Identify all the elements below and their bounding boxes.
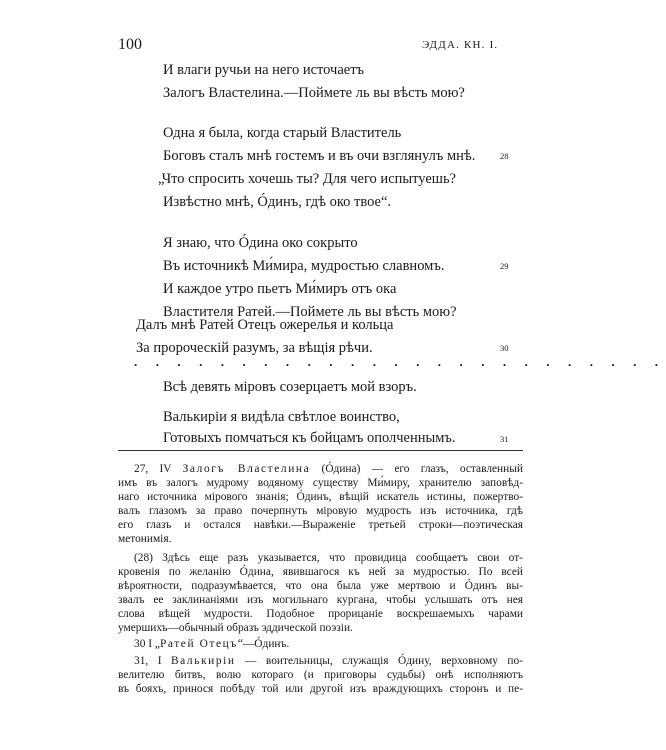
note-28-line: кровенія по желанію Óдина, явившагося къ ней за мудростью. По всей [118, 566, 523, 578]
stanza-number: 30 [500, 343, 509, 353]
note-27-line: имъ въ залогъ мудрому водяному существу Ми́миру, хранителю заповѣд- [118, 477, 523, 489]
ellipsis-row: . . . . . . . . . . . . . . . . . . . . . . . . . [134, 354, 666, 369]
verse-line: Въ источникѣ Ми́мира, мудростью славномъ. [163, 258, 445, 274]
stanza-number: 29 [500, 261, 509, 271]
verse-line: Я знаю, что Óдина око сокрыто [163, 235, 358, 251]
verse-line: Далъ мнѣ Ратей Отецъ ожерелья и кольца [136, 317, 394, 333]
note-27-line: наго источника мірового знанія; Óдинъ, вѣщій искатель истины, пожертво- [118, 491, 523, 503]
note-28-line: звалъ ее заклинаніями изъ могильнаго кургана, чтобы услышать отъ нея [118, 594, 523, 606]
note-31-line: 31, I Валькиріи — воительницы, служащія Óдину, верховному по- [134, 655, 524, 667]
page-number: 100 [118, 36, 142, 53]
note-31-line: велителю битвъ, волю котораго (и приговоры судьбы) онѣ исполняютъ [118, 669, 523, 681]
note-28-line: умершихъ—обычный образъ эддической поэзіи. [118, 622, 353, 634]
stanza-number: 28 [500, 151, 509, 161]
verse-line: Всѣ девять міровъ созерцаетъ мой взоръ. [163, 379, 417, 395]
verse-line: Одна я была, когда старый Властитель [163, 125, 402, 141]
note-27-line: валъ глазомъ за право почерпнуть міровую мудрость изъ источника, гдѣ [118, 505, 523, 517]
note-28-line: (28) Здѣсь еще разъ указывается, что провидица сообщаетъ свои от- [134, 552, 523, 564]
note-31-line: въ бояхъ, принося побѣду той или другой изъ враждующихъ сторонъ и пе- [118, 683, 523, 695]
stanza-number: 31 [500, 434, 509, 444]
verse-line: „Что спросить хочешь ты? Для чего испытуешь? [158, 171, 456, 187]
verse-line: И влаги ручьи на него источаетъ [163, 62, 365, 78]
running-head: ЭДДА. КН. I. [422, 39, 499, 51]
note-28-line: слова вѣщей мудрости. Подобное прорицаніе воскрешаемыхъ чарами [118, 608, 523, 620]
verse-line: Залогъ Властелина.—Поймете ль вы вѣсть мою? [163, 85, 465, 101]
verse-line: И каждое утро пьетъ Ми́миръ отъ ока [163, 281, 397, 297]
note-28-line: вѣроятности, подразумѣвается, что она была уже мертвою и Óдинъ вы- [118, 580, 523, 592]
note-27-line: 27, IV Залогъ Властелина (Óдина) — его глазъ, оставленный [134, 463, 523, 475]
verse-line: Властителя Ратей.—Поймете ль вы вѣсть мою? [163, 304, 457, 320]
verse-line: Извѣстно мнѣ, Óдинъ, гдѣ око твое“. [163, 194, 392, 210]
footnote-rule [118, 450, 523, 451]
note-30-line: 30 I „Ратей Отецъ“—Óдинъ. [134, 638, 290, 650]
verse-line: Готовыхъ помчаться къ бойцамъ ополченнымъ. [163, 430, 456, 446]
verse-line: За пророческій разумъ, за вѣщія рѣчи. [136, 340, 373, 356]
verse-line: Валькиріи я видѣла свѣтлое воинство, [163, 409, 400, 425]
note-27-line: метонимія. [118, 533, 172, 545]
verse-line: Боговъ сталъ мнѣ гостемъ и въ очи взглянулъ мнѣ. [163, 148, 476, 164]
note-27-line: его глазъ и остался навѣки.—Выраженіе третьей строки—поэтическая [118, 519, 523, 531]
